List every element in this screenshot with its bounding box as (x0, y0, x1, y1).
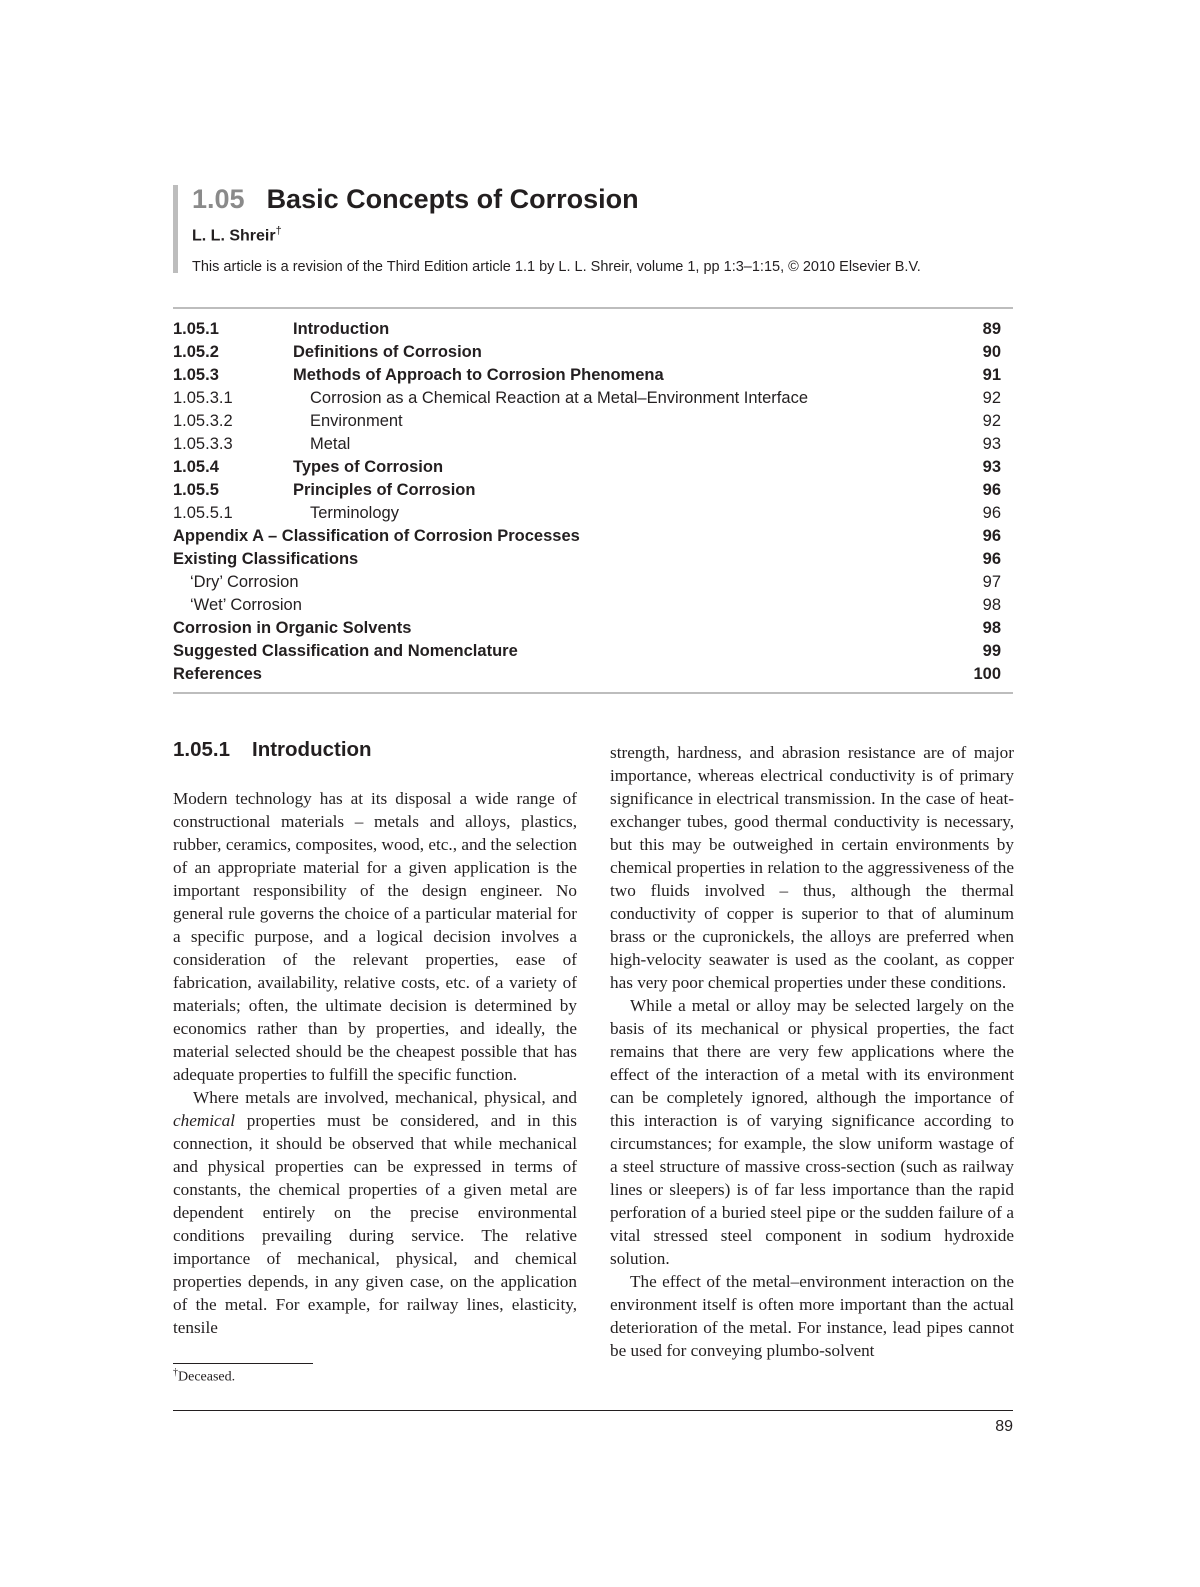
section-number: 1.05.1 (173, 738, 230, 761)
toc-entry[interactable] (173, 525, 1001, 548)
toc-entry-title: Corrosion as a Chemical Reaction at a Metal–Environment Interface (310, 389, 808, 407)
toc-entry[interactable] (173, 456, 1001, 479)
footnote-rule (173, 1363, 313, 1364)
toc-entry[interactable] (173, 387, 1001, 410)
toc-entry-title: Methods of Approach to Corrosion Phenomena (293, 366, 664, 384)
section-title: Introduction (252, 738, 372, 761)
emphasis-text: chemical (173, 1111, 236, 1130)
toc-entry-title: Appendix A – Classification of Corrosion Processes (173, 527, 580, 545)
table-of-contents (173, 318, 1001, 686)
toc-entry-page: 93 (982, 435, 1001, 453)
toc-entry[interactable] (173, 571, 1001, 594)
toc-entry-number: 1.05.5.1 (173, 504, 233, 522)
toc-entry-number: 1.05.2 (173, 343, 219, 361)
toc-entry[interactable] (173, 640, 1001, 663)
toc-entry-page: 92 (982, 412, 1001, 430)
toc-entry-page: 96 (982, 527, 1001, 545)
toc-entry-page: 89 (982, 320, 1001, 338)
toc-entry[interactable] (173, 433, 1001, 456)
toc-entry-title: Suggested Classification and Nomenclature (173, 642, 518, 660)
toc-entry[interactable] (173, 502, 1001, 525)
toc-entry-page: 100 (973, 665, 1001, 683)
toc-entry-title: Principles of Corrosion (293, 481, 476, 499)
toc-entry-number: 1.05.3.1 (173, 389, 233, 407)
toc-entry-title: ‘Wet’ Corrosion (190, 596, 302, 614)
chapter-number: 1.05 (192, 184, 245, 214)
toc-entry[interactable] (173, 318, 1001, 341)
article-header (173, 185, 1033, 273)
author-name (192, 225, 282, 245)
toc-entry-number: 1.05.4 (173, 458, 219, 476)
toc-entry[interactable] (173, 341, 1001, 364)
toc-entry-page: 96 (982, 550, 1001, 568)
revision-note: This article is a revision of the Third Edition article 1.1 by L. L. Shreir, volume 1, pp 1:3–1:15, © 2010 Elsevier B.V. (192, 259, 921, 275)
author-dagger: † (275, 225, 282, 237)
toc-entry[interactable] (173, 663, 1001, 686)
toc-entry-page: 96 (982, 504, 1001, 522)
toc-entry-page: 99 (982, 642, 1001, 660)
right-column (610, 741, 1014, 1362)
toc-entry-number: 1.05.3 (173, 366, 219, 384)
toc-bottom-rule (173, 692, 1013, 694)
toc-entry-page: 96 (982, 481, 1001, 499)
paragraph-text: properties must be considered, and in this connection, it should be observed that while mechanical and physical properties can be expressed in terms of constants, the chemical properties of a given metal are dependent entirely on the precise environmental conditions prevailing during service. The relative importance of mechanical, physical, and chemical properties depends, in any given case, on the application of the metal. For example, for railway lines, elasticity, tensile (173, 1111, 577, 1337)
toc-top-rule (173, 307, 1013, 309)
footnote-dagger: † (173, 1367, 178, 1378)
toc-entry-title: Definitions of Corrosion (293, 343, 482, 361)
page-number: 89 (995, 1418, 1013, 1435)
toc-entry-title: Existing Classifications (173, 550, 359, 568)
toc-entry-number: 1.05.5 (173, 481, 219, 499)
toc-entry-page: 98 (982, 596, 1001, 614)
paragraph: The effect of the metal–environment interaction on the environment itself is often more important than the actual deterioration of the metal. For instance, lead pipes cannot be used for conveying plumbo-solvent (610, 1272, 1014, 1360)
left-column (173, 787, 577, 1339)
toc-entry-title: Terminology (310, 504, 399, 522)
toc-entry[interactable] (173, 479, 1001, 502)
toc-entry-page: 98 (982, 619, 1001, 637)
toc-entry-page: 97 (982, 573, 1001, 591)
toc-entry-page: 93 (982, 458, 1001, 476)
toc-entry[interactable] (173, 548, 1001, 571)
paragraph-text: Where metals are involved, mechanical, physical, and (193, 1088, 577, 1107)
toc-entry-page: 91 (982, 366, 1001, 384)
toc-entry[interactable] (173, 410, 1001, 433)
footnote-text: Deceased. (178, 1369, 236, 1385)
footer-rule (173, 1410, 1013, 1411)
paragraph (173, 1086, 577, 1339)
toc-entry-number: 1.05.1 (173, 320, 219, 338)
toc-entry[interactable] (173, 617, 1001, 640)
toc-entry-title: Corrosion in Organic Solvents (173, 619, 412, 637)
paragraph: While a metal or alloy may be selected largely on the basis of its mechanical or physical properties, the fact remains that there are very few applications where the effect of the interaction of a metal with its environment can be completely ignored, although the importance of this interaction is of varying significance according to circumstances; for example, the slow uniform wastage of a steel structure of massive cross-section (such as railway lines or sleepers) is of far less importance than the rapid perforation of a buried steel pipe or the sudden failure of a vital stressed steel component in sodium hydroxide solution. (610, 996, 1014, 1268)
footnote (173, 1367, 235, 1386)
toc-entry-number: 1.05.3.2 (173, 412, 233, 430)
paragraph: strength, hardness, and abrasion resistance are of major importance, whereas electrical conductivity is of primary significance in electrical transmission. In the case of heat-exchanger tubes, good thermal conductivity is necessary, but this may be outweighed in certain environments by chemical properties in relation to the aggressiveness of the two fluids involved – thus, although the thermal conductivity of copper is superior to that of aluminum brass or the cupronickels, the alloys are preferred when high-velocity seawater is used as the coolant, as copper has very poor chemical properties under these conditions. (610, 743, 1014, 992)
toc-entry-page: 92 (982, 389, 1001, 407)
toc-entry-title: Metal (310, 435, 351, 453)
title-text: Basic Concepts of Corrosion (266, 184, 639, 214)
author-text: L. L. Shreir (192, 227, 276, 245)
paragraph: Modern technology has at its disposal a wide range of constructional materials – metals and alloys, plastics, rubber, ceramics, composites, wood, etc., and the selection of an appropriate material for a given application is the important responsibility of the design engineer. No general rule governs the choice of a particular material for a specific purpose, and a logical decision involves a consideration of the relevant properties, ease of fabrication, availability, relative costs, etc. of a variety of materials; often, the ultimate decision is determined by economics rather than by properties, and ideally, the material selected should be the cheapest possible that has adequate properties to fulfill the specific function. (173, 789, 577, 1084)
toc-entry-title: Environment (310, 412, 403, 430)
section-heading (173, 738, 372, 762)
toc-entry[interactable] (173, 364, 1001, 387)
toc-entry-page: 90 (982, 343, 1001, 361)
toc-entry-title: Types of Corrosion (293, 458, 444, 476)
toc-entry-title: Introduction (293, 320, 390, 338)
toc-entry-number: 1.05.3.3 (173, 435, 233, 453)
toc-entry-title: References (173, 665, 262, 683)
article-title (192, 185, 639, 213)
toc-entry[interactable] (173, 594, 1001, 617)
toc-entry-title: ‘Dry’ Corrosion (190, 573, 299, 591)
